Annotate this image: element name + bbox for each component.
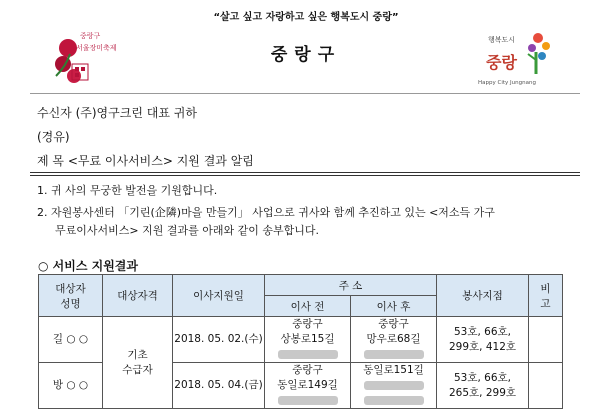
- header-units: 봉사지점: [437, 275, 529, 317]
- after-line-1: 중랑구: [378, 318, 409, 330]
- header-address: 주 소: [265, 275, 437, 296]
- redacted-address: [351, 378, 436, 393]
- row-before: [265, 317, 351, 363]
- header-after: 이사 후: [351, 296, 437, 317]
- paragraph-1: 1. 귀 사의 무궁한 발전을 기원합니다.: [37, 184, 218, 197]
- header-note-top: 비: [540, 282, 551, 295]
- after-line-1: 동일로151길: [363, 364, 424, 376]
- row-after: [351, 363, 437, 409]
- row-date: 2018. 05. 04.(금): [173, 363, 265, 409]
- units-line-1: 53호, 66호,: [453, 325, 512, 338]
- row-name: 방 ○ ○: [39, 363, 103, 409]
- qualification-line-1: 기초: [127, 348, 148, 361]
- before-line-2: 동일로149길: [277, 379, 338, 391]
- header-before: 이사 전: [265, 296, 351, 317]
- before-line-1: 중랑구: [292, 318, 323, 330]
- redacted-address: [351, 347, 436, 362]
- after-line-2: 망우로68길: [366, 333, 421, 345]
- svg-text:중랑: 중랑: [486, 53, 517, 72]
- row-before: [265, 363, 351, 409]
- redacted-address: [351, 393, 436, 408]
- header-name-bottom: 성명: [60, 297, 81, 310]
- row-name: 길 ○ ○: [39, 317, 103, 363]
- organization-name: 중랑구: [270, 45, 342, 65]
- units-line-2: 265호, 299호: [448, 386, 517, 399]
- header-divider: [30, 93, 580, 94]
- subject-divider-top: [30, 172, 580, 173]
- row-after: [351, 317, 437, 363]
- units-line-2: 299호, 412호: [448, 340, 517, 353]
- svg-text:Happy City Jungnang: Happy City Jungnang: [478, 80, 536, 86]
- svg-text:중랑구: 중랑구: [80, 32, 101, 40]
- header-name-top: 대상자: [55, 282, 86, 295]
- row-note: [529, 363, 563, 409]
- header-move-date: 이사지원일: [173, 275, 265, 317]
- redacted-address: [265, 347, 350, 362]
- units-line-1: 53호, 66호,: [453, 371, 512, 384]
- header-name: [39, 275, 103, 317]
- table-row: [39, 317, 563, 363]
- before-line-2: 상봉로15길: [280, 333, 335, 345]
- svg-text:행복도시: 행복도시: [488, 36, 516, 44]
- redacted-address: [265, 393, 350, 408]
- happy-city-jungnang-logo: [476, 28, 556, 88]
- table-header-row: [39, 275, 563, 296]
- via-line: (경유): [37, 130, 70, 144]
- slogan: “살고 싶고 자랑하고 싶은 행복도시 중랑”: [213, 12, 399, 23]
- header-note: [529, 275, 563, 317]
- subject-line: 제 목 <무료 이사서비스> 지원 결과 알림: [37, 154, 254, 168]
- row-qualification: [103, 317, 173, 409]
- row-date: 2018. 05. 02.(수): [173, 317, 265, 363]
- header-note-bottom: 고: [540, 297, 551, 310]
- subject-divider-bottom: [30, 175, 580, 176]
- row-units: [437, 363, 529, 409]
- svg-text:서울장미축제: 서울장미축제: [76, 44, 117, 52]
- row-units: [437, 317, 529, 363]
- qualification-line-2: 수급자: [122, 363, 153, 376]
- before-line-1: 중랑구: [292, 364, 323, 376]
- paragraph-2-line-2: 무료이사서비스> 지원 결과를 아래와 같이 송부합니다.: [55, 224, 319, 237]
- recipient-line: 수신자 (주)영구크린 대표 귀하: [37, 106, 197, 120]
- row-note: [529, 317, 563, 363]
- section-title: ○ 서비스 지원결과: [38, 259, 138, 273]
- paragraph-2-line-1: 2. 자원봉사센터 「기린(企隣)마을 만들기」 사업으로 귀사와 함께 추진하고 있는 <저소득 가구: [37, 206, 495, 219]
- header-qualification: 대상자격: [103, 275, 173, 317]
- support-results-table: [38, 274, 563, 409]
